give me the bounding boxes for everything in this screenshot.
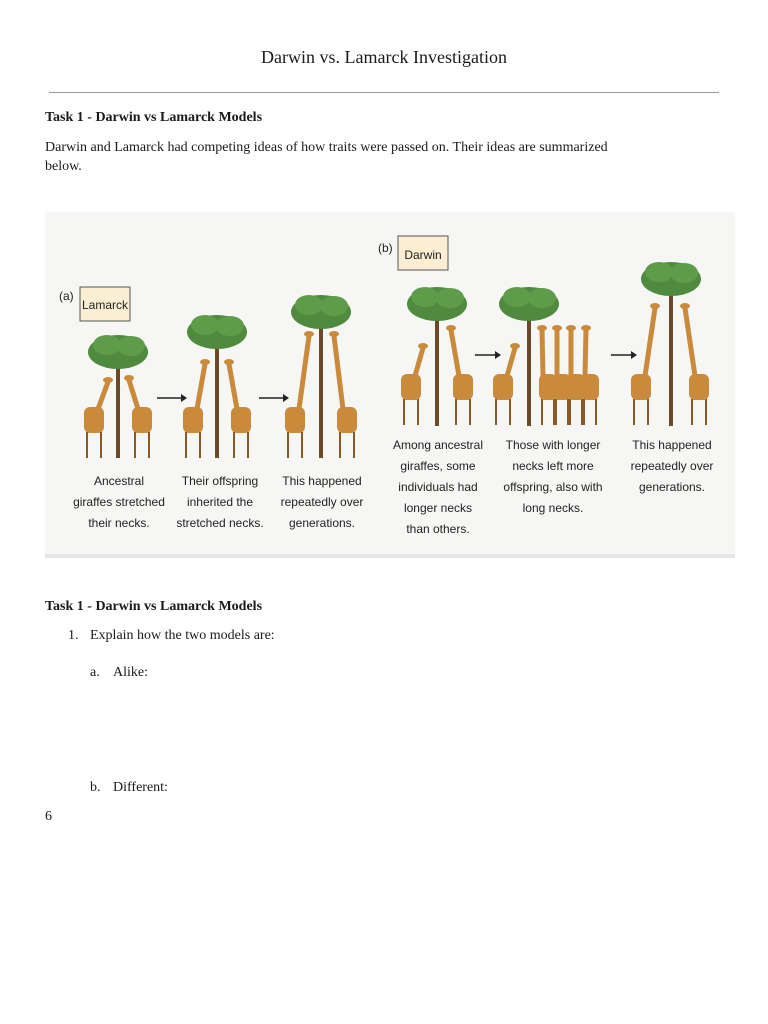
arrow-icon — [259, 394, 289, 402]
darwin-scene-3 — [631, 262, 709, 426]
intro-paragraph — [45, 138, 715, 176]
subquestion-letter: a. — [90, 665, 100, 680]
caption-line: Their offspring — [181, 474, 259, 488]
page-title: Darwin vs. Lamarck Investigation — [261, 47, 507, 67]
giraffe — [581, 325, 599, 425]
arrow-icon — [475, 351, 501, 359]
giraffe — [124, 375, 152, 458]
caption-line: generations. — [638, 480, 706, 494]
caption-line: their necks. — [88, 516, 150, 530]
caption-line: necks left more — [512, 459, 594, 473]
figure-illustration — [45, 212, 735, 554]
giraffe — [537, 325, 557, 425]
caption-line: giraffes stretched — [73, 495, 165, 509]
caption-line: Those with longer — [505, 438, 601, 452]
title-divider — [49, 92, 719, 93]
caption-line: individuals had — [398, 480, 478, 494]
subquestion-different: Different: — [113, 780, 168, 795]
giraffe — [680, 303, 709, 425]
caption-line: This happened — [632, 438, 712, 452]
giraffe — [224, 359, 251, 458]
lamarck-caption-2 — [176, 474, 263, 530]
lamarck-scene-1 — [84, 335, 152, 458]
giraffe — [285, 331, 314, 458]
giraffe — [446, 325, 473, 425]
caption-line: than others. — [406, 522, 470, 536]
darwin-caption-2 — [503, 438, 602, 515]
intro-line: below. — [45, 159, 82, 174]
panel-a-letter: (a) — [59, 289, 74, 303]
caption-line: Ancestral — [93, 474, 145, 488]
caption-line: generations. — [288, 516, 356, 530]
giraffe — [183, 359, 210, 458]
darwin-lamarck-figure — [45, 212, 735, 558]
caption-line: offspring, also with — [503, 480, 603, 494]
question-number: 1. — [68, 628, 79, 643]
giraffe — [401, 343, 428, 425]
darwin-caption-3 — [631, 438, 714, 494]
darwin-scene-2 — [493, 287, 599, 426]
caption-line: inherited the — [186, 495, 254, 509]
task-heading: Task 1 - Darwin vs Lamarck Models — [45, 599, 263, 614]
lamarck-caption-1 — [73, 474, 165, 530]
subquestion-alike: Alike: — [113, 665, 148, 680]
caption-line: stretched necks. — [176, 516, 264, 530]
caption-line: This happened — [282, 474, 362, 488]
giraffe — [329, 331, 357, 458]
caption-line: Among ancestral — [392, 438, 484, 452]
caption-line: longer necks — [403, 501, 473, 515]
panel-b-letter: (b) — [378, 241, 393, 255]
arrow-icon — [157, 394, 187, 402]
panel-a-name: Lamarck — [81, 298, 129, 312]
lamarck-scene-2 — [183, 315, 251, 458]
arrow-icon — [611, 351, 637, 359]
subquestion-letter: b. — [90, 780, 101, 795]
caption-line: repeatedly over — [630, 459, 714, 473]
panel-b-name: Darwin — [404, 248, 442, 262]
caption-line: long necks. — [522, 501, 584, 515]
intro-line: Darwin and Lamarck had competing ideas of how traits were passed on. Their ideas are summarized — [45, 140, 608, 155]
question-text: Explain how the two models are: — [90, 628, 275, 643]
lamarck-caption-3 — [281, 474, 364, 530]
caption-line: repeatedly over — [280, 495, 364, 509]
giraffe — [631, 303, 660, 425]
giraffe — [84, 377, 113, 458]
task-heading: Task 1 - Darwin vs Lamarck Models — [45, 110, 263, 125]
lamarck-scene-3 — [285, 295, 357, 458]
darwin-scene-1 — [401, 287, 473, 426]
page-number: 6 — [45, 809, 52, 824]
darwin-caption-1 — [393, 438, 483, 536]
caption-line: giraffes, some — [400, 459, 476, 473]
